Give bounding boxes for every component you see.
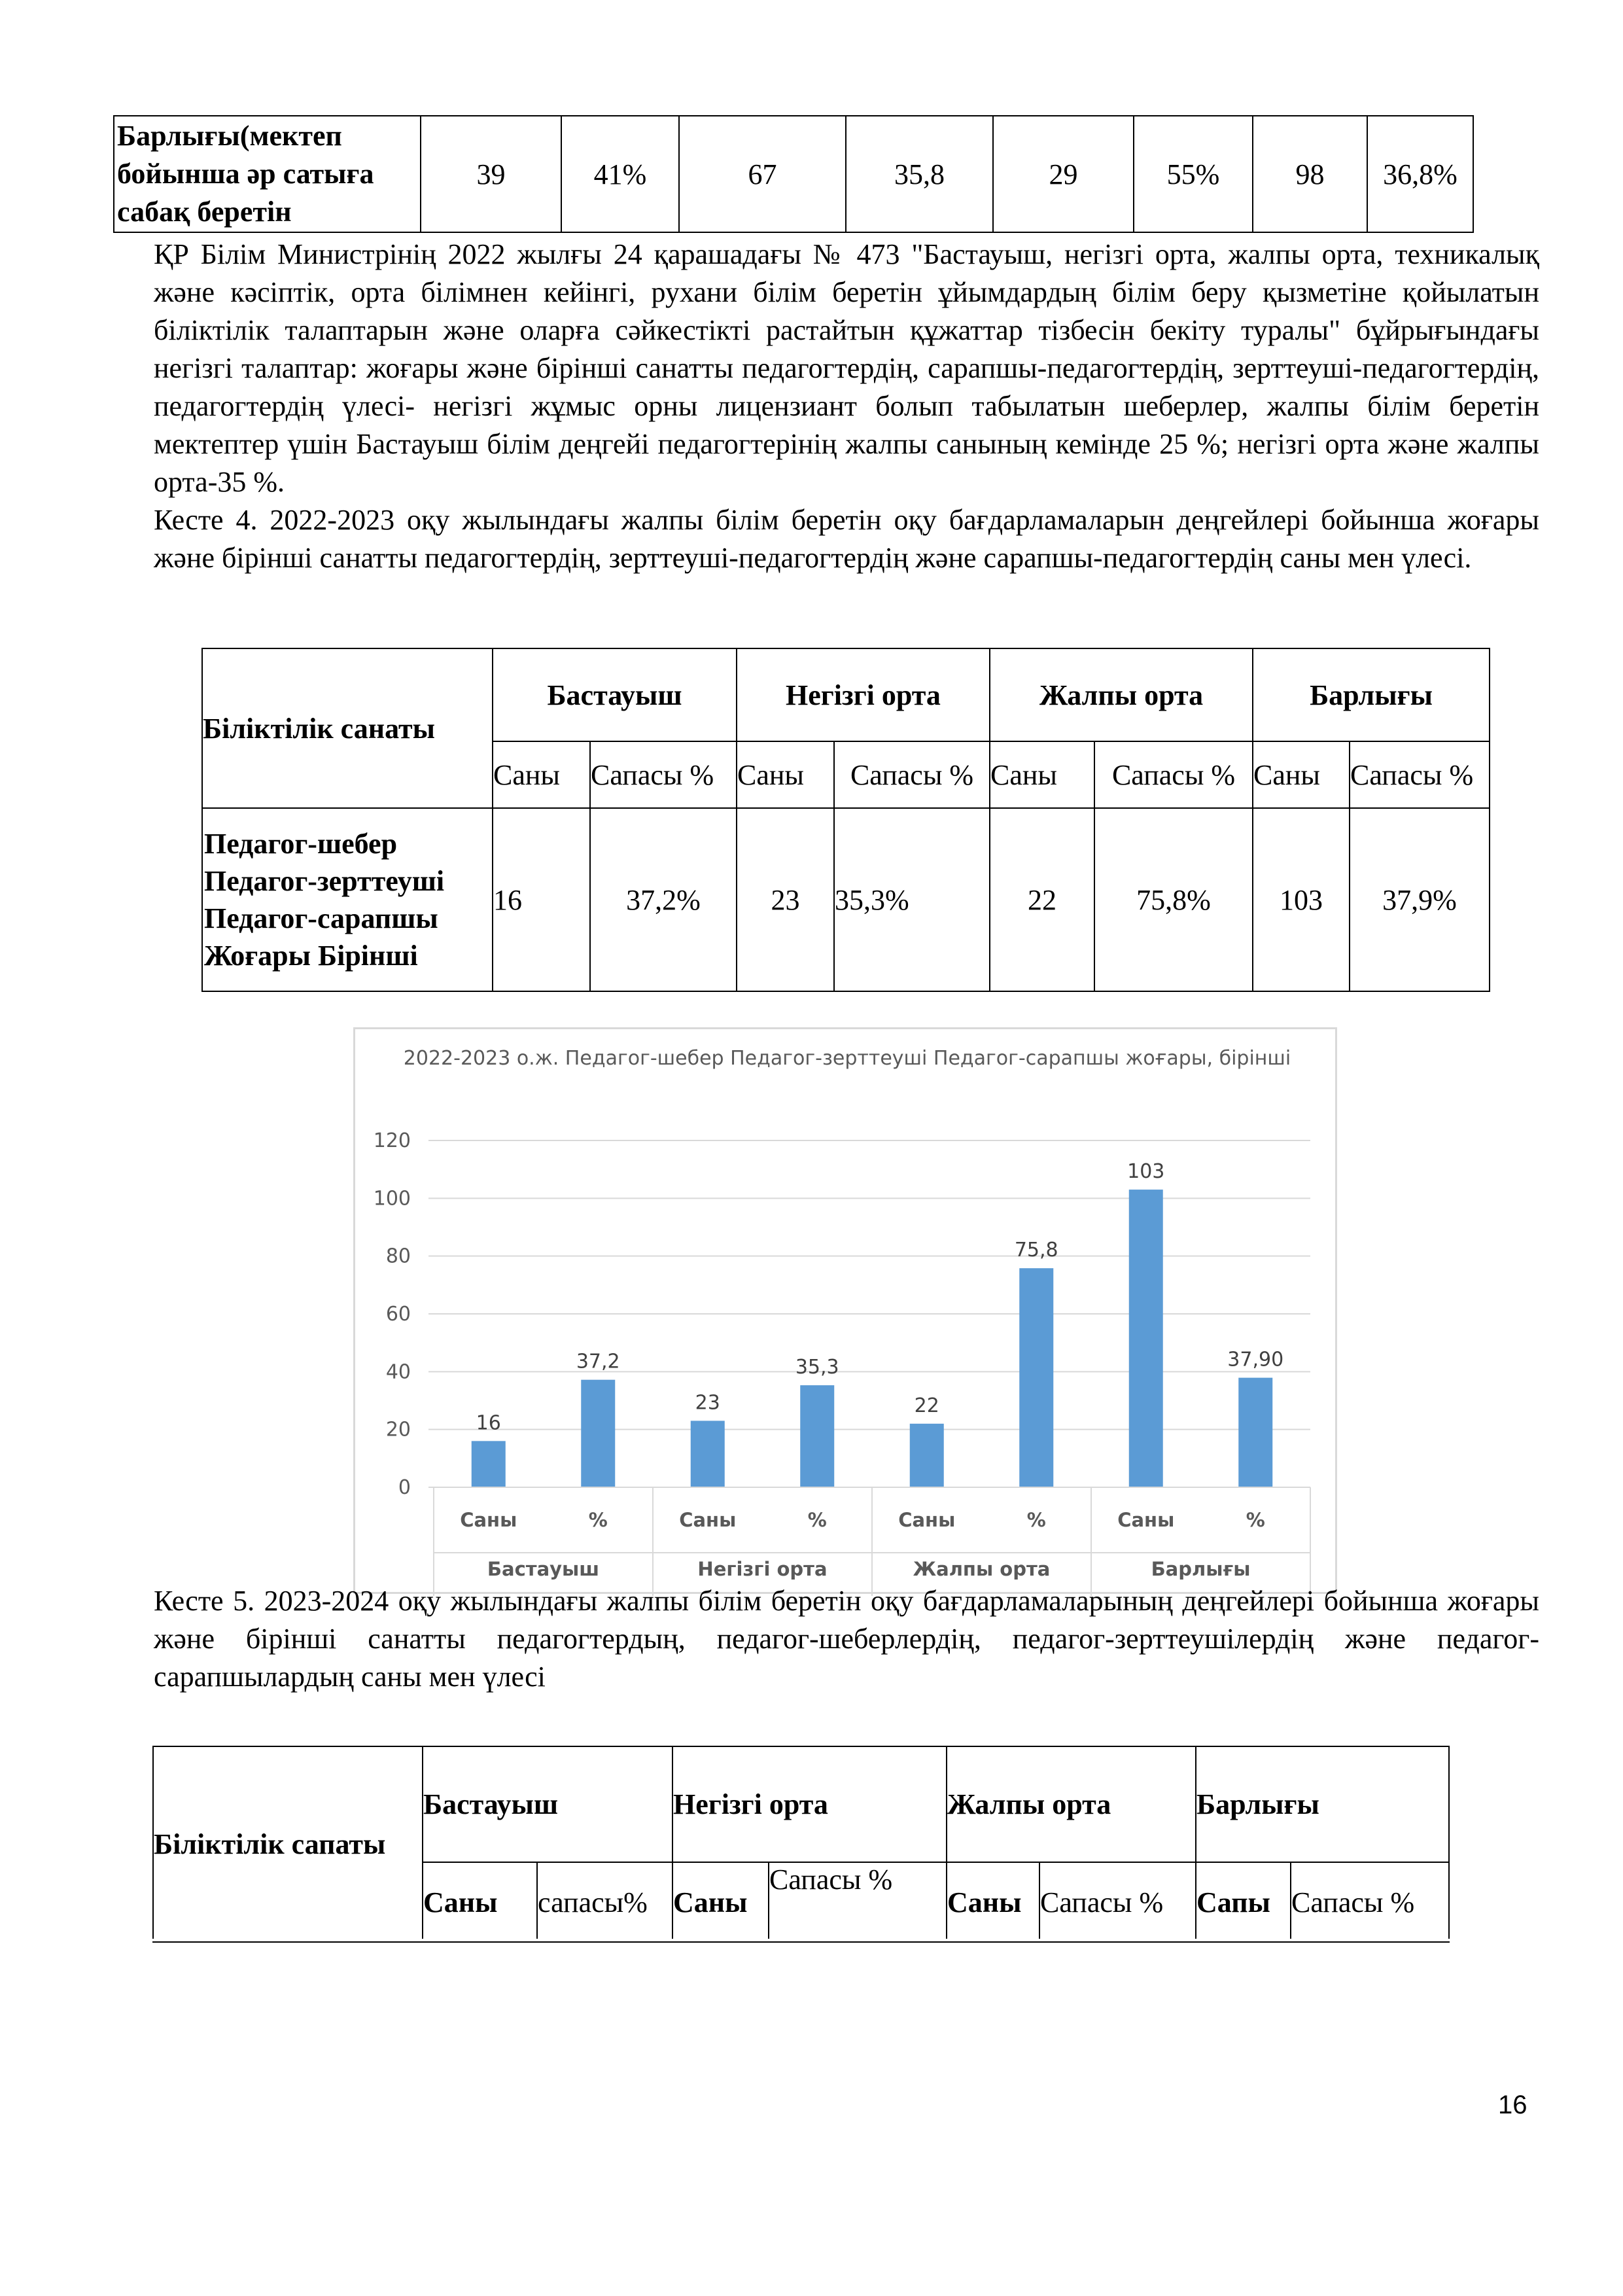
- bar: [1019, 1268, 1053, 1487]
- sub-header: Саны: [423, 1862, 537, 1942]
- table-cell: 103: [1253, 808, 1350, 991]
- sub-header: Саны: [990, 741, 1094, 808]
- group-label: Бастауыш: [487, 1558, 600, 1580]
- x-tick-label: Саны: [679, 1509, 737, 1531]
- bar: [1129, 1190, 1163, 1487]
- table-cell: 39: [421, 116, 561, 232]
- category-item: Педагог-шебер: [204, 828, 398, 860]
- table-cell: 23: [737, 808, 834, 991]
- body-paragraph: [154, 236, 1539, 577]
- bar: [910, 1424, 944, 1487]
- table-header-row: [153, 1746, 1449, 1862]
- table-cell: 35,3%: [834, 808, 990, 991]
- x-tick-label: %: [1246, 1509, 1265, 1531]
- sub-header: сапасы%: [537, 1862, 672, 1942]
- table-cell: 37,9%: [1350, 808, 1490, 991]
- bar: [1238, 1378, 1272, 1487]
- bar-chart: [353, 1027, 1337, 1594]
- group-header: Барлығы: [1196, 1746, 1449, 1862]
- x-tick-label: %: [807, 1509, 827, 1531]
- table-5-caption: Кесте 5. 2023-2024 оқу жылындағы жалпы білім беретін оқу бағдарламаларының деңгейлері бойынша жоғары және бірінші санатты педагогтердың, педагог-шеберлердің, педагог-зерттеушілердің және педагог-сарапшылардың саны мен үлесі: [154, 1585, 1539, 1693]
- table-cell: 41%: [561, 116, 679, 232]
- group-header: Негізгі орта: [672, 1746, 947, 1862]
- page-cut: [152, 1939, 1450, 1941]
- sub-header: Сапасы %: [1039, 1862, 1196, 1942]
- y-tick-label: 80: [385, 1245, 411, 1268]
- sub-header: Сапы: [1196, 1862, 1291, 1942]
- sub-header: Сапасы %: [1291, 1862, 1449, 1942]
- table-cell: 67: [679, 116, 846, 232]
- sub-header: Саны: [672, 1862, 769, 1942]
- group-header: Жалпы орта: [947, 1746, 1196, 1862]
- table-cell: 22: [990, 808, 1094, 991]
- y-tick-label: 120: [373, 1129, 411, 1152]
- data-label: 35,3: [795, 1356, 839, 1379]
- y-tick-label: 40: [385, 1360, 411, 1384]
- x-tick-label: %: [1026, 1509, 1046, 1531]
- row-label: Барлығы(мектеп бойынша әр сатыға сабақ беретін: [114, 116, 421, 232]
- bar: [800, 1385, 834, 1487]
- table-cell: 36,8%: [1367, 116, 1473, 232]
- sub-header: Сапасы %: [1350, 741, 1490, 808]
- sub-header: Саны: [947, 1862, 1039, 1942]
- y-tick-label: 60: [385, 1303, 411, 1326]
- data-label: 16: [476, 1411, 501, 1435]
- table-cell: 98: [1253, 116, 1367, 232]
- group-label: Негізгі орта: [697, 1558, 828, 1580]
- sub-header: Сапасы %: [769, 1862, 947, 1942]
- qualification-table-2023: [152, 1746, 1450, 1943]
- category-item: Педагог-зерттеуші: [204, 865, 445, 897]
- x-tick-label: Саны: [898, 1509, 956, 1531]
- sub-header: Саны: [1253, 741, 1350, 808]
- data-label: 103: [1127, 1160, 1165, 1184]
- sub-header: Сапасы %: [834, 741, 990, 808]
- category-item: Педагог-сарапшы: [204, 902, 438, 934]
- category-list: [202, 808, 493, 991]
- chart-canvas: [355, 1029, 1339, 1596]
- sub-header: Сапасы %: [590, 741, 737, 808]
- sub-header: Саны: [737, 741, 834, 808]
- y-tick-label: 20: [385, 1418, 411, 1441]
- qualification-header: Біліктілік санаты: [202, 648, 493, 808]
- table-cell: 37,2%: [590, 808, 737, 991]
- x-tick-label: %: [588, 1509, 608, 1531]
- sub-header: Саны: [493, 741, 590, 808]
- table-header-row: [202, 648, 1490, 741]
- group-header: Бастауыш: [493, 648, 737, 741]
- table-4-caption: Кесте 4. 2022-2023 оқу жылындағы жалпы білім беретін оқу бағдарламаларын деңгейлері бойынша жоғары және бірінші санатты педагогтердің, зерттеуші-педагогтердің және сарапшы-педагогтердің саны мен үлесі.: [154, 504, 1539, 574]
- data-label: 37,90: [1227, 1348, 1284, 1371]
- table-cell: 75,8%: [1094, 808, 1253, 991]
- data-label: 37,2: [576, 1350, 620, 1373]
- data-label: 23: [695, 1391, 720, 1415]
- bar: [581, 1380, 615, 1487]
- group-header: Жалпы орта: [990, 648, 1253, 741]
- qualification-header: Біліктілік сапаты: [153, 1746, 423, 1942]
- page-number: 16: [1498, 2091, 1527, 2119]
- paragraph-text: ҚР Білім Министрінің 2022 жылғы 24 қарашадағы № 473 "Бастауыш, негізгі орта, жалпы орта, техникалық және кәсіптік, орта білімнен кейінгі, рухани білім беретін ұйымдардың білім беру қызметіне қойылатын біліктілік талаптарын және оларға сәйкестікті растайтын құжаттар тізбесін бекіту туралы" бұйрығындағы негізгі талаптар: жоғары және бірінші санатты педагогтердің, сарапшы-педагогтердің, зерттеуші-педагогтердің, педагогтердің үлесі- негізгі жұмыс орны лицензиант болып табылатын шеберлер, жалпы білім беретін мектептер үшін Бастауыш білім деңгейі педагогтерінің жалпы санының кемінде 25 %; негізгі орта және жалпы орта-35 %.: [154, 238, 1539, 498]
- bar: [691, 1421, 725, 1487]
- group-header: Негізгі орта: [737, 648, 990, 741]
- summary-table: [113, 115, 1474, 233]
- table-row: [202, 808, 1490, 991]
- table-cell: 29: [993, 116, 1134, 232]
- bar: [472, 1441, 506, 1487]
- chart-title: 2022-2023 о.ж. Педагог-шебер Педагог-зерттеуші Педагог-сарапшы жоғары, бірінші: [403, 1047, 1291, 1070]
- sub-header: Сапасы %: [1094, 741, 1253, 808]
- data-label: 75,8: [1014, 1239, 1058, 1262]
- table-cell: 35,8: [846, 116, 993, 232]
- table-row: [114, 116, 1473, 232]
- table-cell: 55%: [1134, 116, 1253, 232]
- qualification-table-2022: [201, 648, 1490, 992]
- x-tick-label: Саны: [460, 1509, 517, 1531]
- data-label: 22: [914, 1394, 939, 1417]
- group-header: Барлығы: [1253, 648, 1490, 741]
- category-item: Жоғары Бірінші: [204, 940, 418, 972]
- y-tick-label: 0: [398, 1476, 411, 1499]
- group-label: Барлығы: [1151, 1558, 1251, 1580]
- x-tick-label: Саны: [1117, 1509, 1175, 1531]
- group-label: Жалпы орта: [913, 1558, 1051, 1580]
- table-cell: 16: [493, 808, 590, 991]
- group-header: Бастауыш: [423, 1746, 672, 1862]
- y-tick-label: 100: [373, 1187, 411, 1210]
